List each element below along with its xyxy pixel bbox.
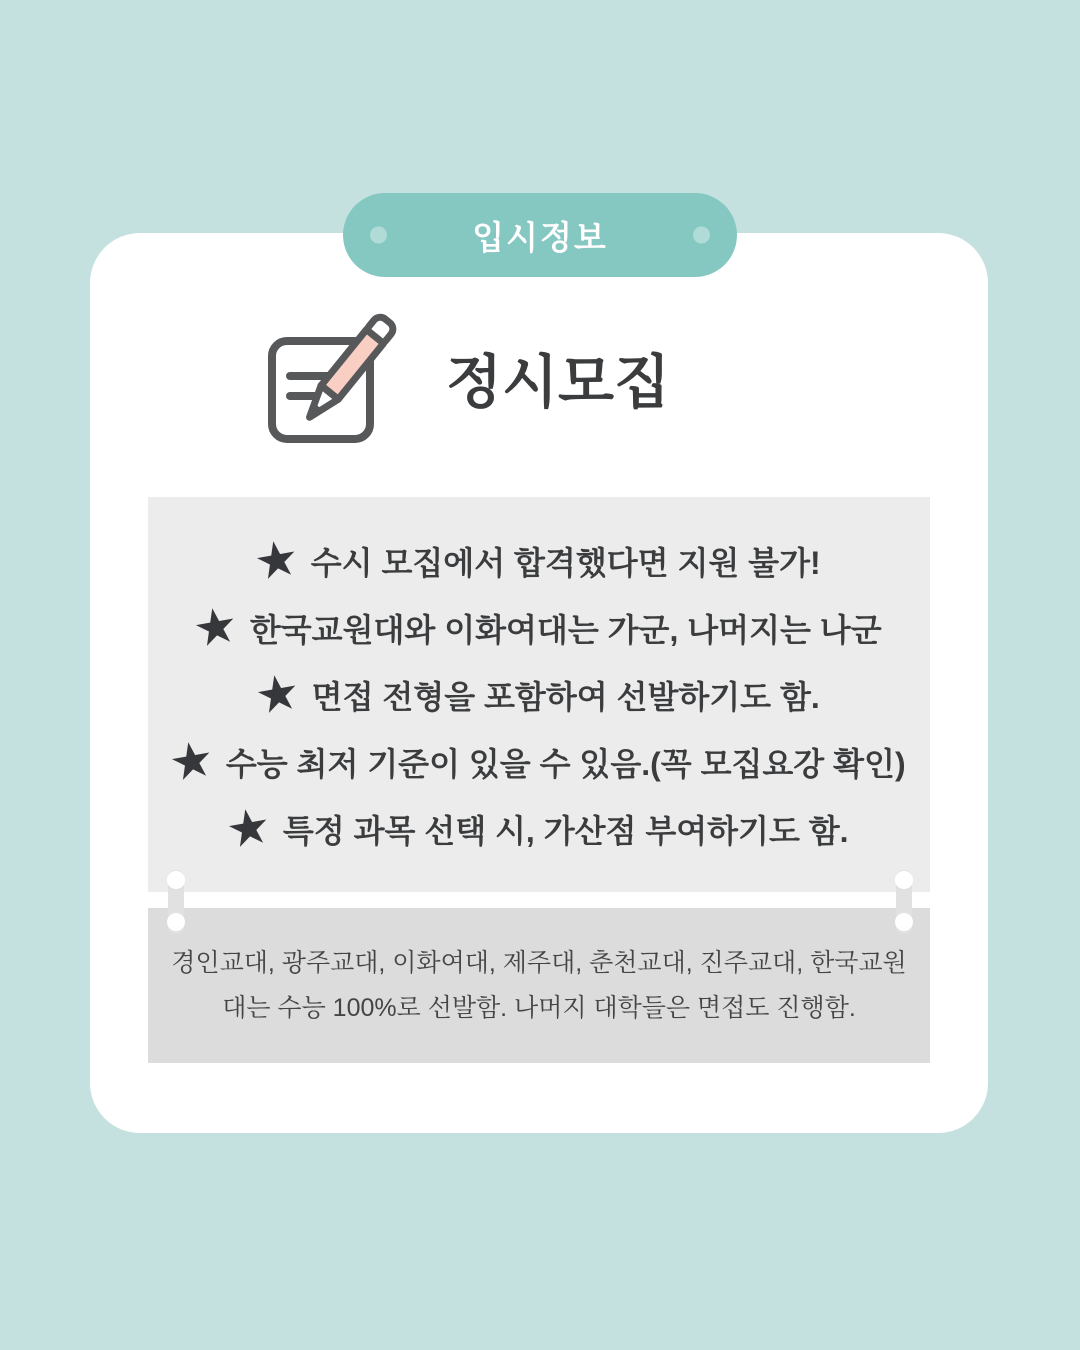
note-item	[148, 795, 930, 862]
clip-hole-top	[167, 871, 185, 889]
badge-dot-right	[693, 227, 710, 244]
page-title: 정시모집	[446, 350, 671, 415]
footnote-panel	[148, 908, 930, 1063]
notes-panel	[148, 497, 930, 892]
clip-hole-bottom	[895, 913, 913, 931]
note-item	[148, 728, 930, 795]
note-text: 특정 과목 선택 시, 가산점 부여하기도 함.	[282, 812, 849, 849]
category-badge	[343, 193, 737, 277]
star-icon: ★	[168, 733, 216, 789]
memo-pencil-icon	[260, 310, 400, 450]
star-icon: ★	[225, 800, 273, 856]
binder-clip-right	[896, 870, 912, 934]
star-icon: ★	[254, 666, 302, 722]
note-item	[148, 594, 930, 661]
note-text: 수시 모집에서 합격했다면 지원 불가!	[310, 544, 821, 581]
star-icon: ★	[192, 599, 240, 655]
note-text: 수능 최저 기준이 있을 수 있음.(꼭 모집요강 확인)	[225, 745, 906, 782]
badge-dot-left	[370, 227, 387, 244]
footnote-text: 경인교대, 광주교대, 이화여대, 제주대, 춘천교대, 진주교대, 한국교원대는 수능 100%로 선발함. 나머지 대학들은 면접도 진행함.	[171, 948, 907, 1022]
note-item	[148, 661, 930, 728]
clip-hole-top	[895, 871, 913, 889]
binder-clip-left	[168, 870, 184, 934]
clip-hole-bottom	[167, 913, 185, 931]
note-text: 한국교원대와 이화여대는 가군, 나머지는 나군	[249, 611, 882, 648]
badge-label: 입시정보	[472, 218, 608, 256]
note-text: 면접 전형을 포함하여 선발하기도 함.	[311, 678, 820, 715]
note-item	[148, 527, 930, 594]
star-icon: ★	[253, 532, 301, 588]
